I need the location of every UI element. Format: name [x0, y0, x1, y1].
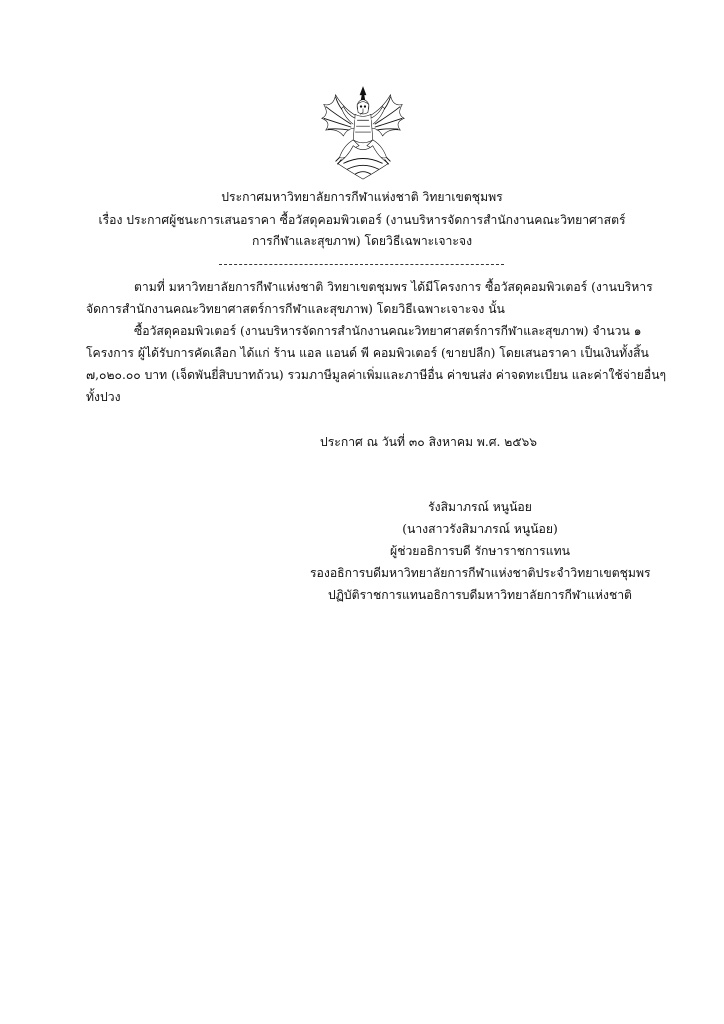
subject-line-1: เรื่อง ประกาศผู้ชนะการเสนอราคา ซื้อวัสดุคอมพิวเตอร์ (งานบริหารจัดการสำนักงานคณะวิทยาศาสตร์ [98, 213, 626, 227]
paragraph-2-line-4: ทั้งปวง [86, 390, 121, 404]
announcement-date: ประกาศ ณ วันที่ ๓๐ สิงหาคม พ.ศ. ๒๕๖๖ [320, 435, 538, 449]
signature: รังสิมาภรณ์ หนูน้อย [428, 500, 532, 514]
paragraph-2-line-2: โครงการ ผู้ได้รับการคัดเลือก ได้แก่ ร้าน แอล แอนด์ พี คอมพิวเตอร์ (ขายปลีก) โดยเสนอราคา เป็นเงินทั้งสิ้น [86, 346, 649, 360]
paragraph-1-line-1: ตามที่ มหาวิทยาลัยการกีฬาแห่งชาติ วิทยาเขตชุมพร ได้มีโครงการ ซื้อวัสดุคอมพิวเตอร์ (งานบริหาร [134, 280, 653, 294]
signatory-full-name: (นางสาวรังสิมาภรณ์ หนูน้อย) [402, 522, 558, 536]
signatory-role-3: ปฏิบัติราชการแทนอธิการบดีมหาวิทยาลัยการกีฬาแห่งชาติ [328, 588, 632, 602]
signatory-role-1: ผู้ช่วยอธิการบดี รักษาราชการแทน [390, 544, 570, 558]
subject-line-2: การกีฬาและสุขภาพ) โดยวิธีเฉพาะเจาะจง [251, 234, 473, 248]
paragraph-2-line-3: ๗,๐๒๐.๐๐ บาท (เจ็ดพันยี่สิบบาทถ้วน) รวมภาษีมูลค่าเพิ่มและภาษีอื่น ค่าขนส่ง ค่าจดทะเบียน และค่าใช้จ่ายอื่นๆ [86, 368, 667, 382]
paragraph-1-line-2: จัดการสำนักงานคณะวิทยาศาสตร์การกีฬาและสุขภาพ) โดยวิธีเฉพาะเจาะจง นั้น [86, 302, 505, 316]
divider-rule [219, 264, 504, 265]
signatory-role-2: รองอธิการบดีมหาวิทยาลัยการกีฬาแห่งชาติประจำวิทยาเขตชุมพร [310, 566, 651, 580]
paragraph-2-line-1: ซื้อวัสดุคอมพิวเตอร์ (งานบริหารจัดการสำนักงานคณะวิทยาศาสตร์การกีฬาและสุขภาพ) จำนวน ๑ [134, 324, 642, 338]
announcement-title: ประกาศมหาวิทยาลัยการกีฬาแห่งชาติ วิทยาเขตชุมพร [221, 190, 503, 204]
garuda-emblem-icon [314, 84, 412, 184]
